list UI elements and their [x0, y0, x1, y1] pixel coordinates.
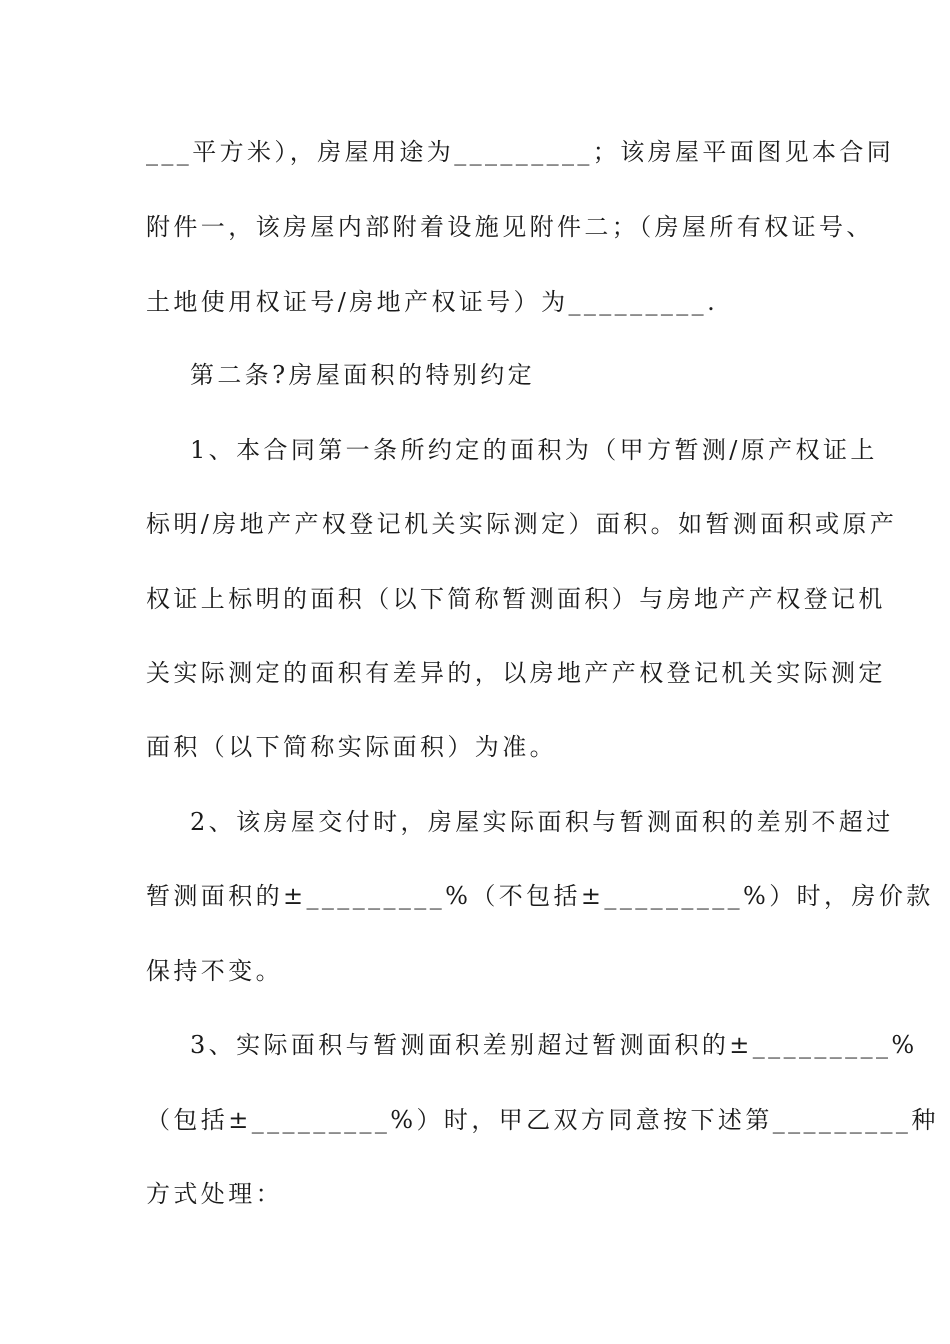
text-line: 保持不变。 — [146, 957, 283, 985]
text-line: （包括±_________%）时，甲乙双方同意按下述第_________种 — [146, 1106, 939, 1134]
text-line: 关实际测定的面积有差异的，以房地产产权登记机关实际测定 — [146, 659, 886, 687]
text-line: 附件一，该房屋内部附着设施见附件二；（房屋所有权证号、 — [146, 213, 874, 241]
text-line: 面积（以下简称实际面积）为准。 — [146, 733, 557, 761]
text-line: ___平方米），房屋用途为_________；该房屋平面图见本合同 — [146, 138, 895, 166]
text-line: 方式处理： — [146, 1180, 283, 1208]
article-heading: 第二条?房屋面积的特别约定 — [190, 361, 536, 389]
text-line: 2、该房屋交付时，房屋实际面积与暂测面积的差别不超过 — [190, 808, 894, 836]
text-line: 1、本合同第一条所约定的面积为（甲方暂测/原产权证上 — [190, 436, 878, 464]
text-line: 权证上标明的面积（以下简称暂测面积）与房地产产权登记机 — [146, 585, 886, 613]
text-line: 标明/房地产产权登记机关实际测定）面积。如暂测面积或原产 — [146, 510, 898, 538]
text-line: 土地使用权证号/房地产权证号）为_________. — [146, 288, 719, 316]
text-line: 3、实际面积与暂测面积差别超过暂测面积的±_________% — [190, 1031, 918, 1059]
text-line: 暂测面积的±_________%（不包括±_________%）时，房价款 — [146, 882, 934, 910]
